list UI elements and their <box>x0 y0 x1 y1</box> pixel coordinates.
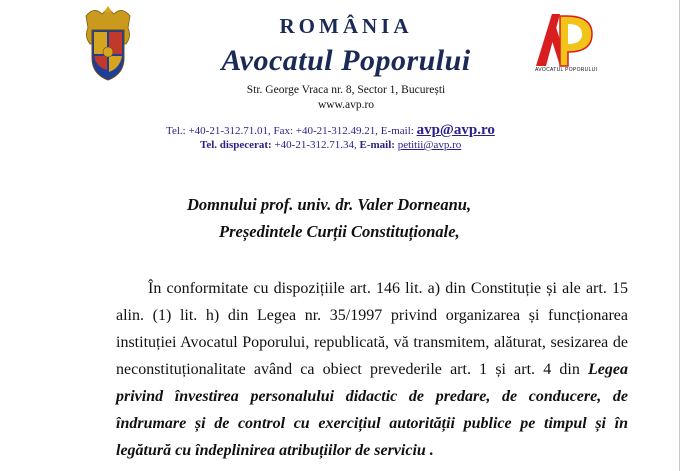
phone-fax-text: Tel.: +40-21-312.71.01, Fax: +40-21-312.49.21, E-mail: <box>166 125 417 137</box>
main-email-link[interactable]: avp@avp.ro <box>416 122 495 138</box>
dispatcher-line <box>200 139 461 151</box>
dispatcher-label: Tel. dispecerat: <box>200 139 272 151</box>
postal-address: Str. George Vraca nr. 8, Sector 1, București <box>246 84 446 96</box>
organization-name: Avocatul Poporului <box>221 44 471 77</box>
body-paragraph <box>116 275 628 464</box>
contact-line <box>166 122 495 139</box>
petitions-email-link[interactable]: petitii@avp.ro <box>397 139 462 151</box>
dispatcher-phone: +40-21-312.71.34, <box>271 139 360 151</box>
addressee-title: Președintele Curții Constituționale, <box>219 222 460 241</box>
law-title-emphasis: Legea privind învestirea personalului didactic de predare, de conducere, de îndrumare și de control cu exercițiul autorității publice pe timpul și în legătură cu îndeplinirea atribuțiilor de serviciu . <box>116 361 628 459</box>
addressee-name: Domnului prof. univ. dr. Valer Dorneanu, <box>187 195 472 214</box>
website-text: www.avp.ro <box>317 99 375 111</box>
logo-caption: AVOCATUL POPORULUI <box>535 67 598 73</box>
body-text: În conformitate cu dispozițiile art. 146 lit. a) din Constituție și ale art. 15 alin. (1) lit. h) din Legea nr. 35/1997 privind organizarea și funcționarea instituției Avocatul Poporului, republicată, vă transmitem, alăturat, sesizarea de neconstituționalitate având ca obiect prevederile art. 1 și art. 4 din <box>116 280 628 378</box>
email-label: E-mail: <box>359 139 395 151</box>
country-title: ROMÂNIA <box>279 14 413 38</box>
